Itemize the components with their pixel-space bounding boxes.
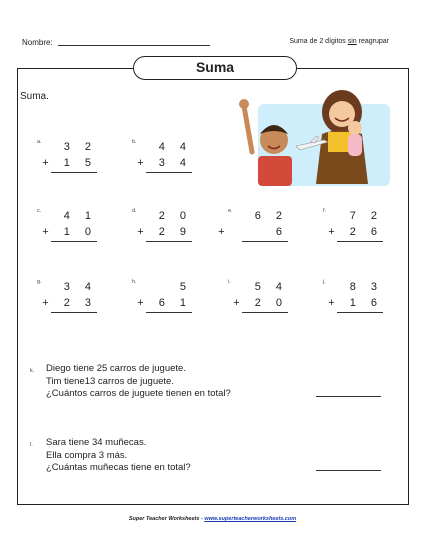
problem-d bbox=[132, 208, 192, 248]
subtitle-post: reagrupar bbox=[356, 38, 389, 45]
addend-top: 2 0 bbox=[158, 210, 192, 222]
addend-top: 5 bbox=[179, 281, 192, 293]
problem-label: c. bbox=[37, 208, 42, 214]
instructions: Suma. bbox=[20, 91, 49, 102]
addend-top: 6 2 bbox=[254, 210, 288, 222]
word-problem-line: Sara tiene 34 muñecas. bbox=[46, 437, 147, 448]
name-label: Nombre: bbox=[22, 38, 53, 47]
addend-bottom: + 2 6 bbox=[328, 226, 383, 238]
subtitle-underlined: sin bbox=[347, 38, 357, 45]
problem-f bbox=[323, 208, 383, 248]
answer-line-k[interactable] bbox=[316, 396, 381, 397]
problem-j bbox=[323, 279, 383, 319]
sum-line bbox=[146, 241, 192, 242]
problem-label: d. bbox=[132, 208, 137, 214]
problem-b bbox=[132, 139, 192, 179]
footer-link[interactable]: www.superteacherworksheets.com bbox=[204, 516, 297, 522]
answer-line-l[interactable] bbox=[316, 470, 381, 471]
footer-separator: - bbox=[199, 516, 205, 522]
sum-line bbox=[242, 312, 288, 313]
addend-bottom: + 2 0 bbox=[233, 297, 288, 309]
addend-bottom: + 1 6 bbox=[328, 297, 383, 309]
problem-label: i. bbox=[228, 279, 231, 285]
problem-label: e. bbox=[228, 208, 233, 214]
word-problem-line: Ella compra 3 más. bbox=[46, 449, 128, 461]
addend-top: 7 2 bbox=[349, 210, 383, 222]
name-line bbox=[58, 45, 210, 46]
addend-bottom: + 6 bbox=[218, 226, 288, 238]
sum-line bbox=[51, 241, 97, 242]
problem-i bbox=[228, 279, 288, 319]
sum-line bbox=[337, 312, 383, 313]
sum-line bbox=[242, 241, 288, 242]
problem-label: f. bbox=[323, 208, 327, 214]
sum-line bbox=[51, 312, 97, 313]
addend-top: 8 3 bbox=[349, 281, 383, 293]
children-illustration bbox=[222, 82, 392, 192]
problem-g bbox=[37, 279, 97, 319]
problem-h bbox=[132, 279, 192, 319]
addend-top: 5 4 bbox=[254, 281, 288, 293]
addend-top: 3 4 bbox=[63, 281, 97, 293]
addend-bottom: + 1 5 bbox=[42, 157, 97, 169]
sum-line bbox=[146, 312, 192, 313]
worksheet-title: Suma bbox=[133, 56, 297, 80]
problem-label: h. bbox=[132, 279, 137, 285]
problem-label: g. bbox=[37, 279, 42, 285]
word-problem-label: k. bbox=[30, 368, 35, 374]
addend-top: 4 4 bbox=[158, 141, 192, 153]
problem-a bbox=[37, 139, 97, 179]
word-problem-k bbox=[30, 363, 231, 401]
addend-bottom: + 2 9 bbox=[137, 226, 192, 238]
problem-label: a. bbox=[37, 139, 42, 145]
word-problem-label: l. bbox=[30, 442, 33, 448]
sum-line bbox=[146, 172, 192, 173]
problem-c bbox=[37, 208, 97, 248]
footer-brand: Super Teacher Worksheets bbox=[128, 516, 200, 522]
sum-line bbox=[51, 172, 97, 173]
sum-line bbox=[337, 241, 383, 242]
addend-bottom: + 2 3 bbox=[42, 297, 97, 309]
word-problem-line: Diego tiene 25 carros de juguete. bbox=[46, 363, 186, 374]
word-problem-l bbox=[30, 437, 191, 475]
addend-bottom: + 6 1 bbox=[137, 297, 192, 309]
addend-bottom: + 3 4 bbox=[137, 157, 192, 169]
word-problem-question: ¿Cuántas muñecas tiene en total? bbox=[46, 462, 191, 473]
problem-label: j. bbox=[323, 279, 326, 285]
addend-top: 4 1 bbox=[63, 210, 97, 222]
addend-bottom: + 1 0 bbox=[42, 226, 97, 238]
subtitle-pre: Suma de 2 dígitos bbox=[289, 38, 348, 45]
footer bbox=[0, 516, 425, 522]
addend-top: 3 2 bbox=[63, 141, 97, 153]
problem-label: b. bbox=[132, 139, 137, 145]
worksheet-subtitle bbox=[289, 38, 389, 45]
word-problem-line: Tim tiene13 carros de juguete. bbox=[46, 375, 174, 387]
word-problem-question: ¿Cuántos carros de juguete tienen en total? bbox=[46, 388, 231, 399]
problem-e bbox=[218, 208, 288, 248]
